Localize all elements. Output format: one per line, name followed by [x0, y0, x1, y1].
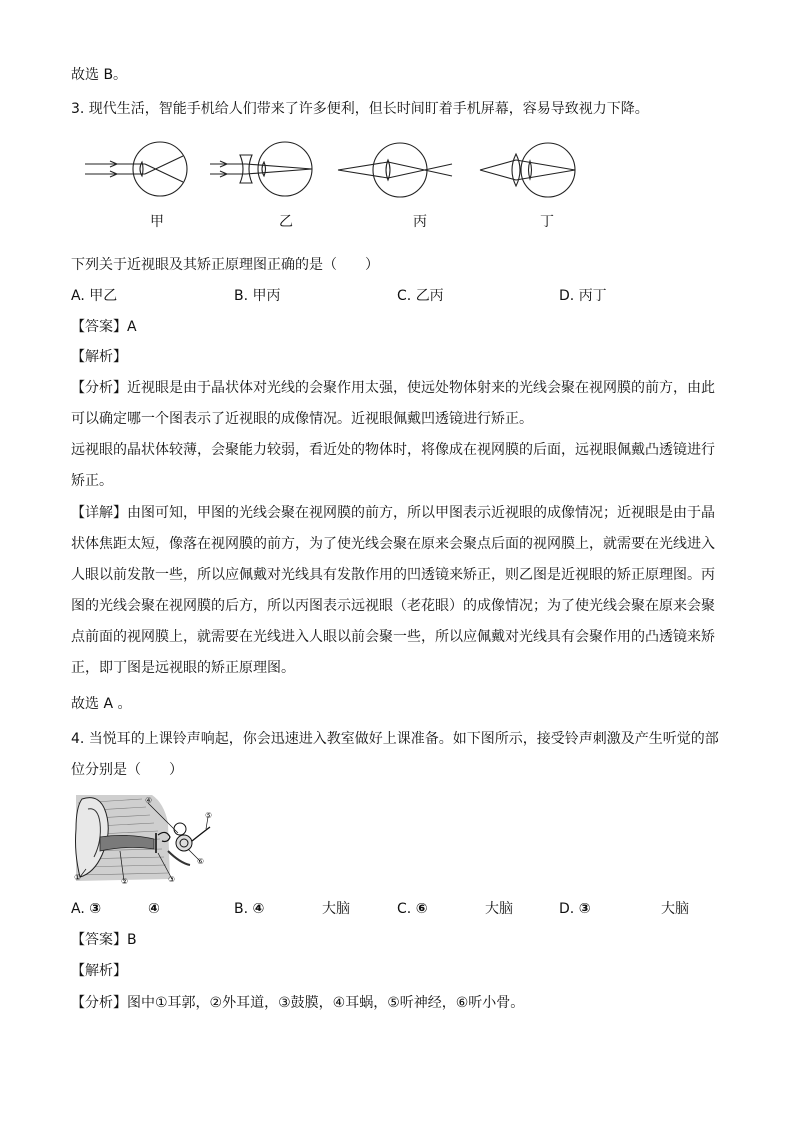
ear-number-3: ③	[168, 875, 176, 884]
q3-stem: 3. 现代生活，智能手机给人们带来了许多便利，但长时间盯着手机屏幕，容易导致视力下降。	[71, 101, 649, 117]
q3-eye-diagrams	[80, 140, 500, 206]
q4-option-b[interactable]: B. ④ 大脑	[234, 901, 350, 917]
figure-label-bing: 丙	[413, 214, 427, 230]
q3-option-b[interactable]: B. 甲丙	[234, 288, 281, 304]
eye-diagram-yi	[210, 142, 312, 196]
q4-option-d[interactable]: D. ③ 大脑	[559, 901, 689, 917]
ear-number-1: ①	[74, 873, 82, 882]
q3-analysis-fenxi: 【分析】近视眼是由于晶状体对光线的会聚作用太强，使远处物体射来的光线会聚在视网膜的前方，由此 可以确定哪一个图表示了近视眼的成像情况。近视眼佩戴凹透镜进行矫正。 远视眼的晶状体较薄，会聚能力较弱，看近处的物体时，将像成在视网膜的后面，远视眼佩戴凸透镜进行 矫正。	[71, 380, 715, 489]
q4-analysis-heading: 【解析】	[71, 963, 127, 979]
q3-analysis-heading: 【解析】	[71, 349, 127, 365]
ear-number-4: ④	[145, 796, 153, 805]
figure-label-yi: 乙	[279, 214, 293, 230]
ear-number-2: ②	[121, 877, 129, 886]
q3-option-c[interactable]: C. 乙丙	[397, 288, 444, 304]
ear-number-6: ⑥	[197, 857, 205, 866]
q3-analysis-xiangjie: 【详解】由图可知，甲图的光线会聚在视网膜的前方，所以甲图表示近视眼的成像情况；近视眼是由于晶 状体焦距太短，像落在视网膜的前方，为了使光线会聚在原来会聚点后面的视网膜上，就需要在光线进入 人眼以前发散一些，所以应佩戴对光线具有发散作用的凹透镜来矫正，则乙图是近视眼的矫正原理图。丙 图的光线会聚在视网膜的后方，所以丙图表示远视眼（老花眼）的成像情况；为了使光线会聚在原来会聚 点前面的视网膜上，就需要在光线进入人眼以前会聚一些，所以应佩戴对光线具有会聚作用的凸透镜来矫 正，即丁图是远视眼的矫正原理图。	[71, 505, 715, 676]
q4-analysis-fenxi: 【分析】图中①耳郭，②外耳道，③鼓膜，④耳蜗，⑤听神经，⑥听小骨。	[71, 995, 525, 1011]
ear-number-5: ⑤	[205, 811, 213, 820]
q3-option-a[interactable]: A. 甲乙	[71, 288, 118, 304]
q3-choose: 故选 A 。	[71, 696, 132, 712]
q3-answer: 【答案】A	[71, 319, 137, 335]
q4-answer: 【答案】B	[71, 932, 137, 948]
eye-diagram-jia	[85, 142, 187, 196]
q3-option-d[interactable]: D. 丙丁	[559, 288, 607, 304]
q4-option-a[interactable]: A. ③ ④	[71, 901, 160, 917]
q4-stem: 4. 当悦耳的上课铃声响起，你会迅速进入教室做好上课准备。如下图所示，接受铃声刺激及产生听觉的部 位分别是（ ）	[71, 731, 719, 778]
q3-question: 下列关于近视眼及其矫正原理图正确的是（ ）	[71, 257, 379, 273]
figure-label-ding: 丁	[540, 214, 554, 230]
eye-diagram-bing	[338, 143, 452, 197]
ear-diagram	[72, 793, 218, 887]
prev-answer-choose: 故选 B。	[71, 67, 128, 83]
eye-diagram-ding	[478, 140, 588, 206]
q4-option-c[interactable]: C. ⑥ 大脑	[397, 901, 513, 917]
figure-label-jia: 甲	[150, 214, 164, 230]
